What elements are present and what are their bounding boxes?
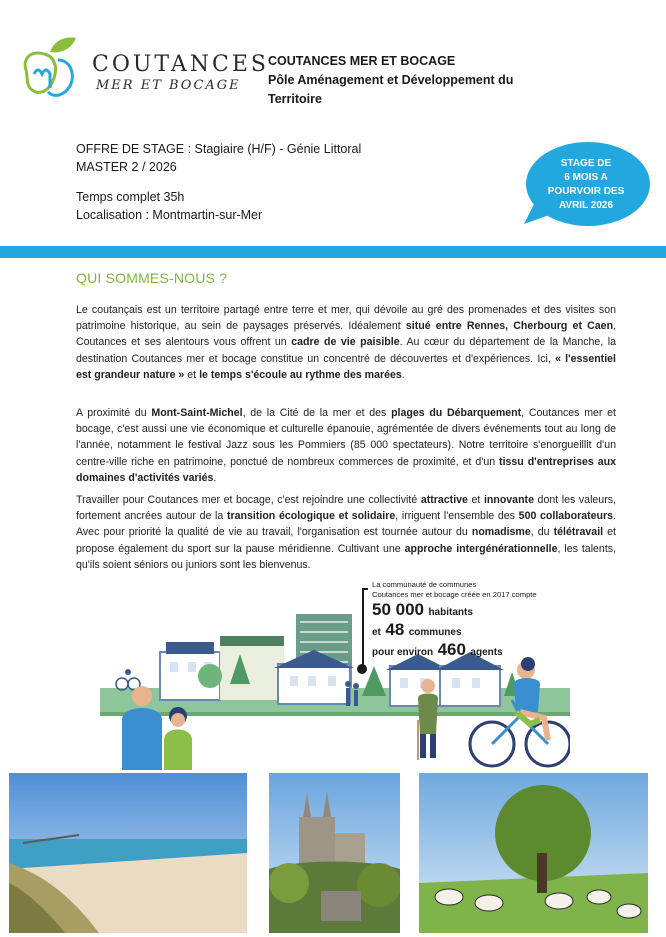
internship-badge — [536, 157, 636, 213]
offer-hours: Temps complet 35h — [76, 190, 185, 204]
offer-location: Localisation : Montmartin-sur-Mer — [76, 208, 263, 222]
callout-dot — [357, 664, 367, 674]
badge-line-3: POURVOIR DES — [547, 186, 625, 197]
callout-line — [362, 588, 364, 670]
badge-line-2: 6 MOIS A — [564, 172, 608, 183]
section-title: QUI SOMMES-NOUS ? — [76, 270, 228, 286]
org-department-cont: Territoire — [268, 92, 322, 106]
org-department: Pôle Aménagement et Développement du — [268, 73, 514, 87]
stats-inhabitants: 50 000 habitants — [372, 600, 473, 619]
paragraph-intro: Le coutançais est un territoire partagé entre terre et mer, qui dévoile au gré des promenades et des visites son patrimoine historique, au sein de paysages préservés. Idéalement situé entre Rennes, Cherbourg et Caen, Coutances et ses alentours vous offrent un cadre de vie paisible. Au cœur du département de la Manche, la destination Coutances mer et bocage constitue un concentré de découvertes et d'expériences. Ici, « l'essentiel est grandeur nature » et le temps s'écoule au rythme des marées. — [76, 304, 617, 381]
stats-intro-1: La communauté de communes — [372, 580, 477, 589]
badge-line-4: AVRIL 2026 — [558, 200, 614, 211]
offer-title: OFFRE DE STAGE : Stagiaire (H/F) - Génie Littoral — [76, 142, 362, 156]
stats-callout — [372, 580, 537, 660]
stats-intro-2: Coutances mer et bocage créée en 2017 compte — [372, 590, 537, 599]
paragraph-location: A proximité du Mont-Saint-Michel, de la Cité de la mer et des plages du Débarquement, Coutances mer et bocage, c'est aussi une vie économique et culturelle épanouie, agrémentée de divers événements tout au long de l'année, notamment le festival Jazz sous les Pommiers (85 000 spectateurs). Notre territoire s'enorgueillit d'un centre-ville riche en patrimoine, ponctué de nombreux commerces de proximité, et d'un tissu d'entreprises aux domaines d'activités variés. — [76, 407, 616, 484]
beach-dunes-photo — [9, 773, 247, 933]
divider-band — [0, 246, 666, 258]
offer-level: MASTER 2 / 2026 — [76, 160, 177, 174]
stats-agents: pour environ 460 agents — [372, 640, 503, 659]
offer-block — [76, 140, 361, 224]
apple-leaf-logo-icon — [25, 38, 76, 96]
org-name: COUTANCES MER ET BOCAGE — [268, 54, 456, 68]
cows-meadow-photo — [419, 773, 648, 933]
callout-tick — [362, 588, 368, 590]
badge-line-1: STAGE DE — [560, 158, 612, 169]
logo-subtitle: MER ET BOCAGE — [96, 78, 241, 93]
paragraph-work: Travailler pour Coutances mer et bocage, c'est rejoindre une collectivité attractive et innovante dont les valeurs, fortement ancrées autour de la transition écologique et solidaire, irriguent l'ensemble des 500 collaborateurs. Avec pour priorité la qualité de vie au travail, l'organisation est tournée autour du nomadisme, du télétravail et propose également du sport sur la pause méridienne. Cultivant une approche intergénérationnelle, les talents, qu'ils soient séniors ou juniors sont les bienvenus. — [76, 494, 617, 571]
cathedral-photo — [269, 773, 400, 933]
logo-title: COUTANCES — [92, 52, 269, 77]
stats-communes: et 48 communes — [372, 620, 462, 639]
organization-heading — [268, 52, 628, 109]
